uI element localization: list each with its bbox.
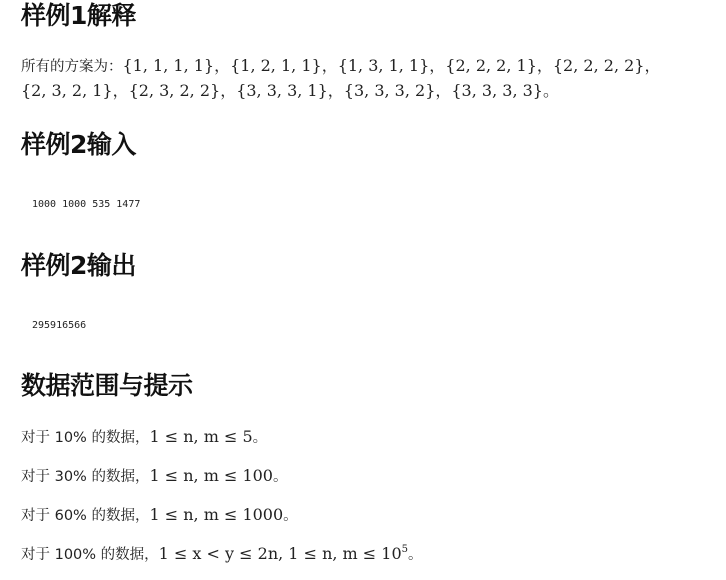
sample1-solutions-part1: {1, 1, 1, 1}，{1, 2, 1, 1}，{1, 3, 1, 1}，{2, 2, 2, 1}，{2, 2, 2, 2}， [122, 56, 661, 75]
sample1-explanation-text [21, 54, 701, 104]
constraint-item [21, 503, 298, 528]
sample1-explanation-line2 [21, 79, 701, 104]
constraint-item [21, 542, 423, 567]
constraint-prefix: 对于 10% 的数据， [21, 430, 150, 446]
constraint-item [21, 425, 267, 450]
constraint-math-exponent: 5 [401, 544, 409, 555]
sample1-explanation-heading: 样例1解释 [21, 1, 136, 30]
constraint-prefix: 对于 30% 的数据， [21, 469, 150, 485]
constraints-heading: 数据范围与提示 [21, 371, 193, 400]
constraint-item [21, 464, 287, 489]
constraint-suffix: 。 [252, 430, 268, 446]
constraint-suffix: 。 [272, 469, 288, 485]
constraint-math: 1 ≤ n, m ≤ 100 [149, 466, 273, 485]
constraint-math: 1 ≤ n, m ≤ 1000 [149, 505, 284, 524]
constraint-math [159, 544, 408, 563]
constraint-prefix: 对于 100% 的数据， [21, 547, 159, 563]
sample2-output-heading: 样例2输出 [21, 251, 136, 280]
sample1-solutions-part2: {2, 3, 2, 1}，{2, 3, 2, 2}，{3, 3, 3, 1}，{3, 3, 3, 2}，{3, 3, 3, 3}。 [21, 81, 559, 100]
sample2-output-code: 295916566 [32, 320, 87, 331]
sample2-input-code: 1000 1000 535 1477 [32, 199, 141, 210]
sample1-explanation-prefix: 所有的方案为： [21, 59, 123, 75]
sample1-explanation-line1 [21, 54, 701, 79]
constraint-math-base: 1 ≤ x < y ≤ 2n, 1 ≤ n, m ≤ 10 [158, 544, 402, 563]
constraint-suffix: 。 [283, 508, 298, 524]
sample2-input-heading: 样例2输入 [21, 130, 136, 159]
constraint-prefix: 对于 60% 的数据， [21, 508, 150, 524]
constraint-math: 1 ≤ n, m ≤ 5 [149, 427, 253, 446]
constraint-suffix: 。 [408, 547, 423, 563]
